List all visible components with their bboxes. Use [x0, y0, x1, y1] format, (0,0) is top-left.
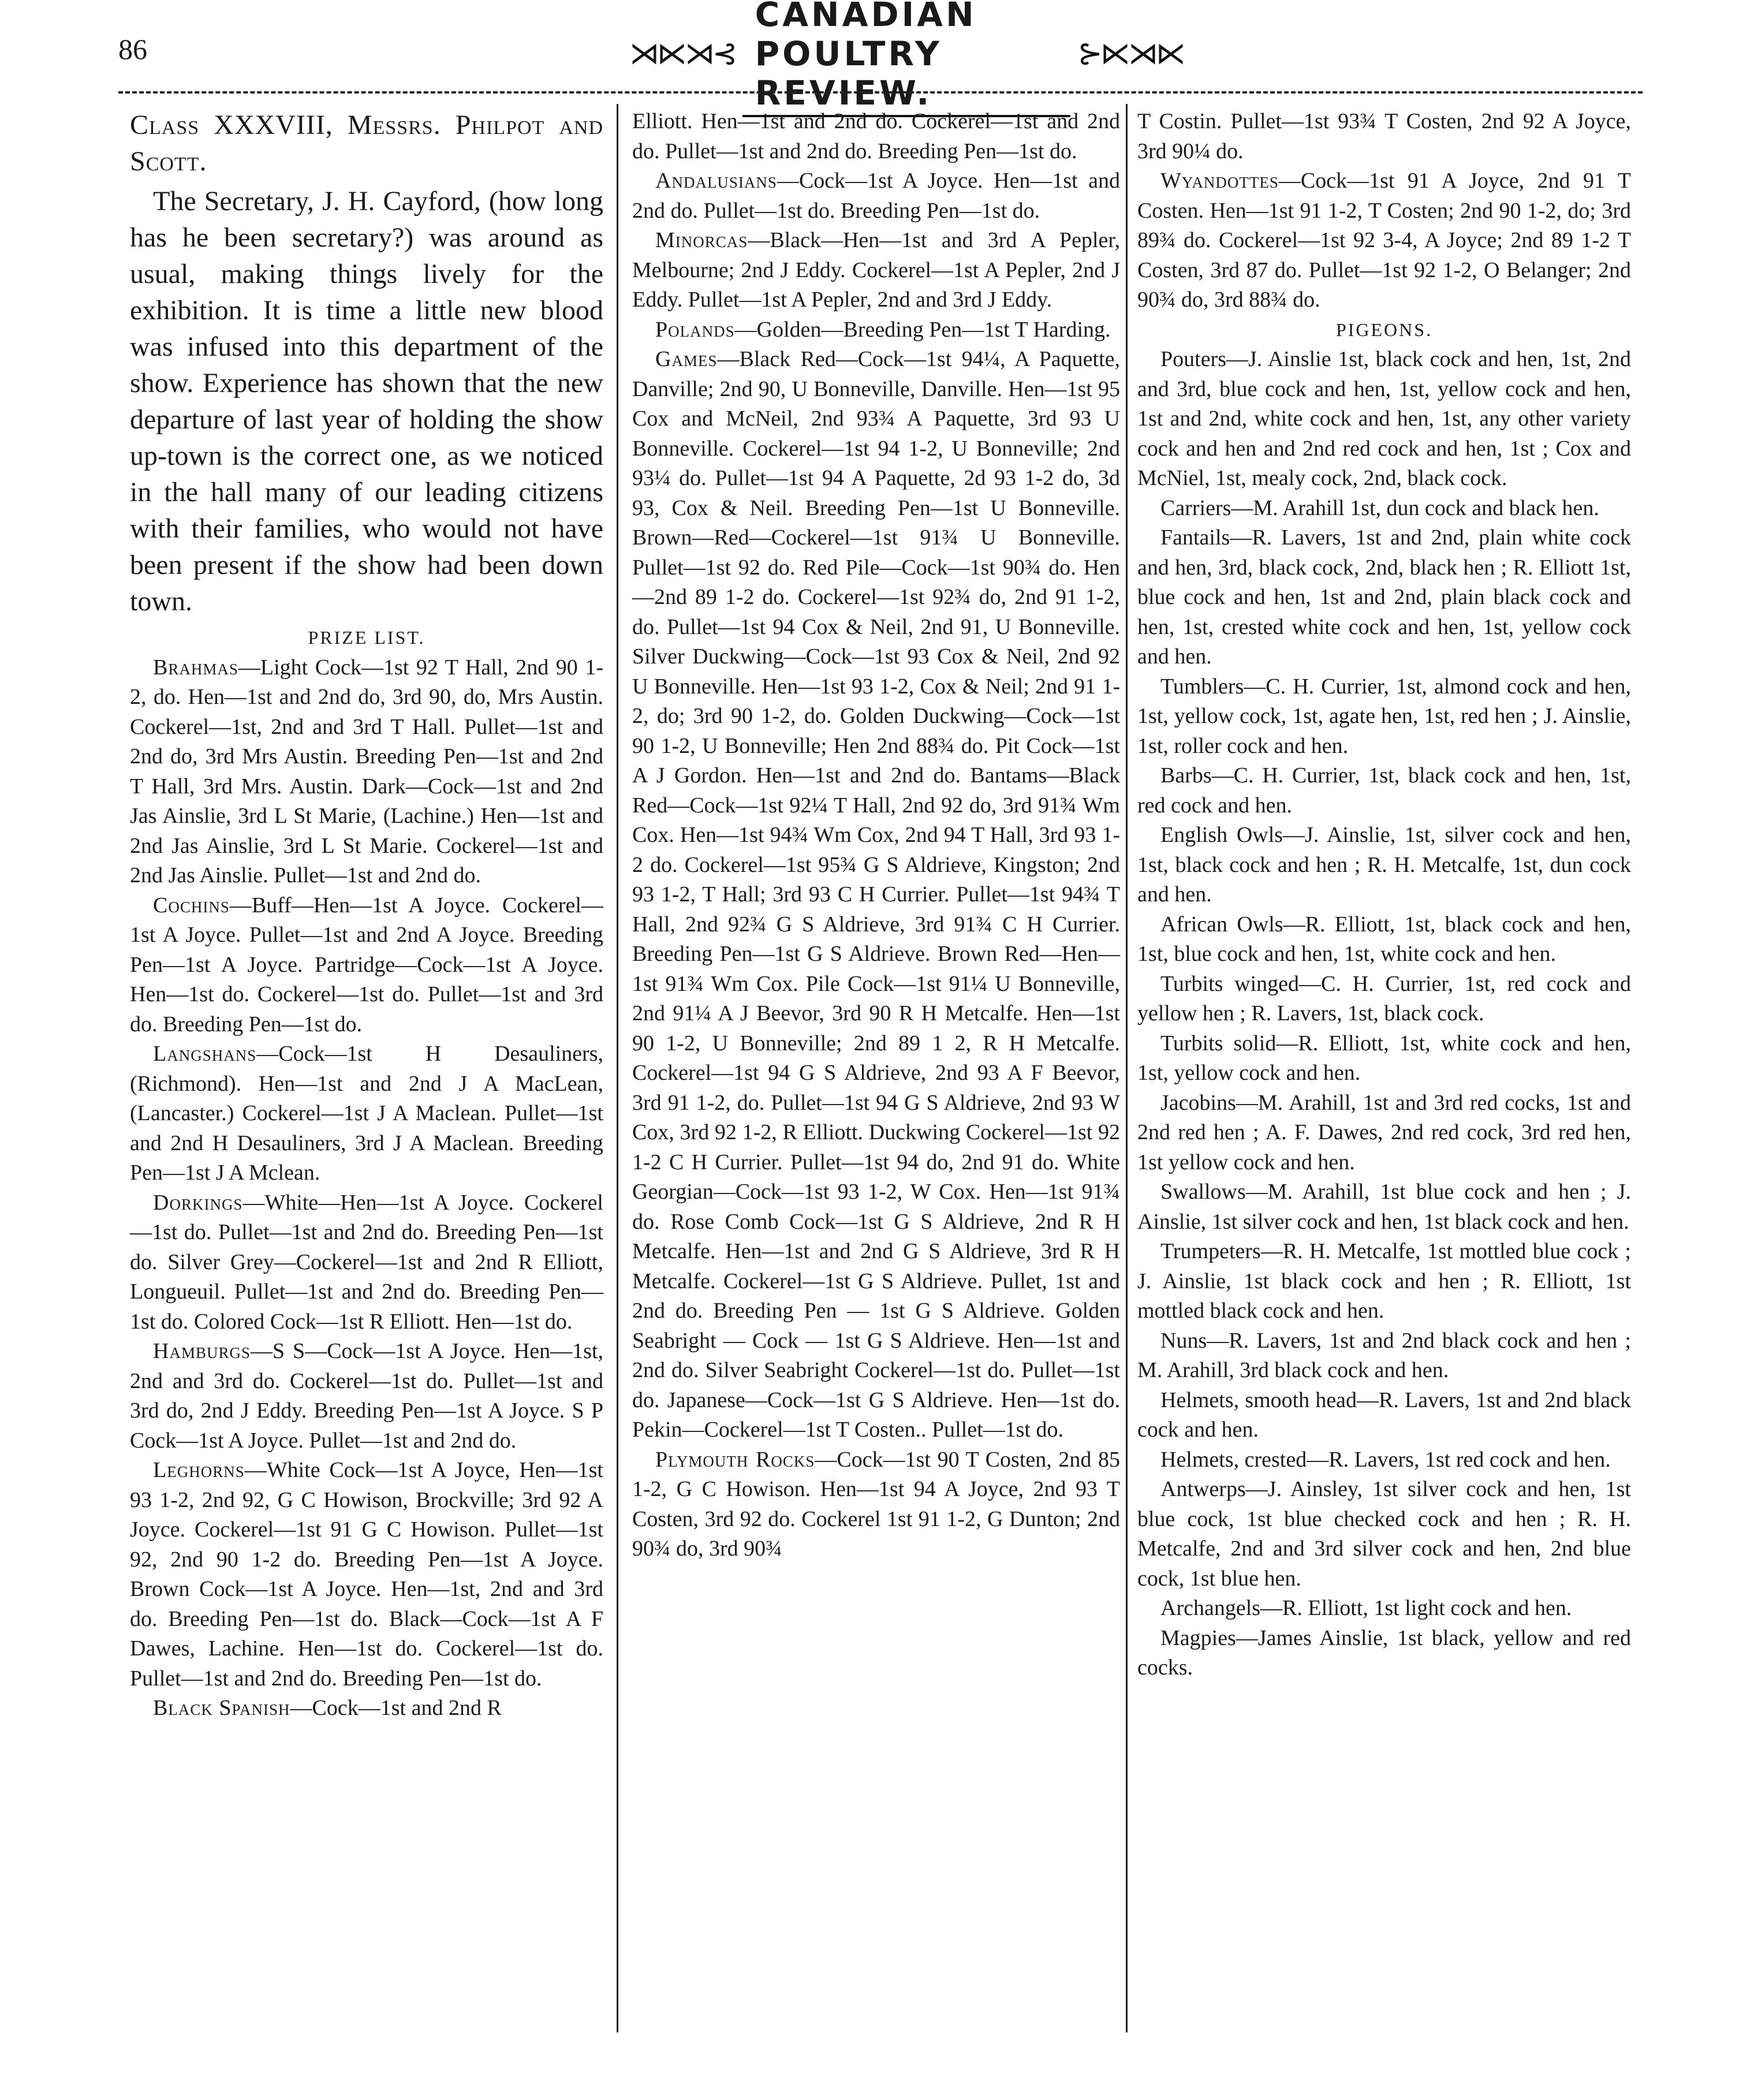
breed-name: Polands [655, 317, 735, 342]
prize-entry [632, 1445, 1120, 1564]
pigeons-heading: PIGEONS. [1335, 319, 1433, 340]
prize-entry [632, 315, 1120, 345]
masthead [629, 0, 1184, 113]
pigeon-entry: Tumblers—C. H. Currier, 1st, almond cock and hen, 1st, yellow cock, 1st, agate hen, 1st, red hen ; J. Ainslie, 1st, roller cock and hen. [1137, 674, 1631, 758]
entry-text: —Cock—1st 90 T Costen, 2nd 85 1-2, G C Howison. Hen—1st 94 A Joyce, 2nd 93 T Costen, 3rd 92 do. Cockerel 1st 91 1-2, G Dunton; 2nd 90¾ do, 3rd 90¾ [632, 1447, 1120, 1561]
column-2 [632, 107, 1120, 1564]
col3-entries [1137, 107, 1631, 315]
pigeon-entry: Fantails—R. Lavers, 1st and 2nd, plain white cock and hen, 3rd, black cock, 2nd, black hen ; R. Elliott 1st, blue cock and hen, 1st and 2nd, plain black cock and hen, 1st, crested white cock and hen, 1st, yellow cock and hen. [1137, 525, 1631, 669]
breed-name: Langshans [153, 1042, 257, 1066]
pigeon-entry: Pouters—J. Ainslie 1st, black cock and hen, 1st, 2nd and 3rd, blue cock and hen, 1st, yellow cock and hen, 1st and 2nd, white cock and hen, 1st, any other variety cock and hen and 2nd red cock and hen, 1st ; Cox and McNiel, 1st, mealy cock, 2nd, black cock. [1137, 347, 1631, 490]
breed-name: Games [655, 347, 718, 371]
breed-name: Dorkings [153, 1190, 243, 1215]
pigeon-entries [1137, 345, 1631, 1683]
pigeon-entry: Turbits winged—C. H. Currier, 1st, red cock and yellow hen ; R. Lavers, 1st, black cock. [1137, 971, 1631, 1025]
pigeon-entry: Jacobins—M. Arahill, 1st and 3rd red cocks, 1st and 2nd red hen ; A. F. Dawes, 2nd red cock, 3rd red hen, 1st yellow cock and hen. [1137, 1090, 1631, 1174]
breed-name: Plymouth Rocks [655, 1447, 815, 1472]
pigeon-entry: Barbs—C. H. Currier, 1st, black cock and hen, 1st, red cock and hen. [1137, 763, 1631, 818]
breed-name: Cochins [153, 893, 230, 917]
intro-section [130, 107, 603, 620]
masthead-left-ornament: ⋊⋉⋊⊰ [629, 38, 736, 70]
prize-entry [632, 166, 1120, 226]
column-3 [1137, 107, 1631, 1683]
prize-entry [632, 226, 1120, 315]
pigeon-entry: Magpies—James Ainslie, 1st black, yellow and red cocks. [1137, 1625, 1631, 1680]
class-heading: Class XXXVIII, Messrs. Philpot and Scott. [130, 110, 603, 177]
col2-entries [632, 107, 1120, 1564]
prize-entry [130, 1694, 603, 1724]
column-separator-1 [617, 104, 618, 2032]
prize-entry [130, 1337, 603, 1456]
prize-entry [632, 107, 1120, 166]
column-separator-2 [1126, 104, 1128, 2032]
pigeon-entry: Turbits solid—R. Elliott, 1st, white cock and hen, 1st, yellow cock and hen. [1137, 1031, 1631, 1085]
pigeon-entry: Helmets, crested—R. Lavers, 1st red cock and hen. [1160, 1447, 1611, 1472]
entry-text: —Golden—Breeding Pen—1st T Harding. [734, 317, 1111, 342]
prize-entry [130, 653, 603, 891]
pigeon-entry: African Owls—R. Elliott, 1st, black cock and hen, 1st, blue cock and hen, 1st, white cock and hen. [1137, 912, 1631, 966]
pigeon-entry: Trumpeters—R. H. Metcalfe, 1st mottled blue cock ; J. Ainslie, 1st black cock and hen ; R. Elliott, 1st mottled black cock and hen. [1137, 1239, 1631, 1323]
entry-text: —White Cock—1st A Joyce, Hen—1st 93 1-2, 2nd 92, G C Howison, Brockville; 3rd 92 A Joyce. Cockerel—1st 91 G C Howison. Pullet—1st 92, 2nd 90 1-2 do. Breeding Pen—1st A Joyce. Brown Cock—1st A Joyce. Hen—1st, 2nd and 3rd do. Breeding Pen—1st do. Black—Cock—1st A F Dawes, Lachine. Hen—1st do. Cockerel—1st do. Pullet—1st and 2nd do. Breeding Pen—1st do. [130, 1458, 603, 1691]
prize-entry [130, 1188, 603, 1337]
masthead-right-ornament: ⊱⋉⋊⋉ [1077, 38, 1184, 70]
prize-entry [130, 1456, 603, 1694]
pigeon-entry: Antwerps—J. Ainsley, 1st silver cock and hen, 1st blue cock, 1st blue checked cock and hen ; R. H. Metcalfe, 2nd and 3rd silver cock and hen, 2nd blue cock, 1st blue hen. [1137, 1477, 1631, 1591]
intro-paragraph: The Secretary, J. H. Cayford, (how long has he been secretary?) was around as usual, making things lively for the exhibition. It is time a little new blood was infused into this department of the show. Experience has shown that the new departure of last year of holding the show up-town is the correct one, as we noticed in the hall many of our leading citizens with their families, who would not have been present if the show had been down town. [130, 186, 603, 617]
masthead-title: CANADIAN POULTRY REVIEW. [742, 0, 1071, 117]
entry-text: Elliott. Hen—1st and 2nd do. Cockerel—1st and 2nd do. Pullet—1st and 2nd do. Breeding Pen—1st do. [632, 109, 1120, 163]
col1-entries [130, 653, 603, 1724]
breed-name: Andalusians [655, 169, 777, 193]
prize-entry [632, 345, 1120, 1445]
breed-name: Brahmas [153, 655, 238, 680]
pigeon-entry: Helmets, smooth head—R. Lavers, 1st and 2nd black cock and hen. [1137, 1387, 1631, 1442]
prize-list-heading: PRIZE LIST. [308, 627, 426, 648]
entry-text: T Costin. Pullet—1st 93¾ T Costen, 2nd 92 A Joyce, 3rd 90¼ do. [1137, 109, 1631, 163]
entry-text: —Cock—1st A Joyce. Hen—1st and 2nd do. Pullet—1st do. Breeding Pen—1st do. [632, 169, 1120, 223]
page-number: 86 [118, 33, 147, 65]
pigeon-entry: Carriers—M. Arahill 1st, dun cock and black hen. [1160, 495, 1599, 520]
breed-name: Black Spanish [153, 1696, 290, 1720]
entry-text: —Black Red—Cock—1st 94¼, A Paquette, Danville; 2nd 90, U Bonneville, Danville. Hen—1st 95 Cox and McNeil, 2nd 93¾ A Paquette, 3rd 93 U Bonneville. Cockerel—1st 94 1-2, U Bonneville; 2nd 93¼ do. Pullet—1st 94 A Paquette, 2d 93 1-2 do, 3d 93, Cox & Neil. Breeding Pen—1st U Bonneville. Brown—Red—Cockerel—1st 91¾ U Bonneville. Pullet—1st 92 do. Red Pile—Cock—1st 90¾ do. Hen—2nd 89 1-2 do. Cockerel—1st 92¾ do, 2nd 91 1-2, do. Pullet—1st 94 Cox & Neil, 2nd 91, U Bonneville. Silver Duckwing—Cock—1st 93 Cox & Neil, 2nd 92 U Bonneville. Hen—1st 93 1-2, Cox & Neil; 2nd 91 1-2, do; 3rd 90 1-2, do. Golden Duckwing—Cock—1st 90 1-2, U Bonneville; Hen 2nd 88¾ do. Pit Cock—1st A J Gordon. Hen—1st and 2nd do. Bantams—Black Red—Cock—1st 92¼ T Hall, 2nd 92 do, 3rd 91¾ Wm Cox. Hen—1st 94¾ Wm Cox, 2nd 94 T Hall, 3rd 93 1-2 do. Cockerel—1st 95¾ G S Aldrieve, Kingston; 2nd 93 1-2, T Hall; 3rd 93 C H Currier. Pullet—1st 94¾ T Hall, 2nd 92¾ G S Aldrieve, 3rd 91¾ C H Currier. Breeding Pen—1st G S Aldrieve. Brown Red—Hen—1st 91¾ Wm Cox. Pile Cock—1st 91¼ U Bonneville, 2nd 91¼ A J Beevor, 3rd 90 R H Metcalfe. Hen—1st 90 1-2, U Bonneville; 2nd 89 1 2, R H Metcalfe. Cockerel—1st 94 G S Aldrieve, 2nd 93 A F Beevor, 3rd 91 1-2, do. Pullet—1st 94 G S Aldrieve, 2nd 93 W Cox, 3rd 92 1-2, R Elliott. Duckwing Cockerel—1st 92 1-2 C H Currier. Pullet—1st 94 do, 2nd 91 do. White Georgian—Cock—1st 93 1-2, W Cox. Hen—1st 91¾ do. Rose Comb Cock—1st G S Aldrieve, 2nd R H Metcalfe. Hen—1st and 2nd G S Aldrieve, 3rd R H Metcalfe. Cockerel—1st G S Aldrieve. Pullet, 1st and 2nd do. Breeding Pen — 1st G S Aldrieve. Golden Seabright — Cock — 1st G S Aldrieve. Hen—1st and 2nd do. Silver Seabright Cockerel—1st do. Pullet—1st do. Japanese—Cock—1st G S Aldrieve. Hen—1st do. Pekin—Cockerel—1st T Costen.. Pullet—1st do. [632, 347, 1120, 1442]
pigeon-entry: Nuns—R. Lavers, 1st and 2nd black cock and hen ; M. Arahill, 3rd black cock and hen. [1137, 1328, 1631, 1382]
prize-entry [130, 1039, 603, 1188]
breed-name: Leghorns [153, 1458, 245, 1482]
entry-text: —Light Cock—1st 92 T Hall, 2nd 90 1-2, do. Hen—1st and 2nd do, 3rd 90, do, Mrs Austin. Cockerel—1st, 2nd and 3rd T Hall. Pullet—1st and 2nd do, 3rd Mrs Austin. Breeding Pen—1st and 2nd T Hall, 3rd Mrs. Austin. Dark—Cock—1st and 2nd Jas Ainslie, 3rd L St Marie, (Lachine.) Hen—1st and 2nd Jas Ainslie, 3rd L St Marie. Cockerel—1st and 2nd Jas Ainslie. Pullet—1st and 2nd do. [130, 655, 603, 887]
pigeon-entry: English Owls—J. Ainslie, 1st, silver cock and hen, 1st, black cock and hen ; R. H. Metcalfe, 1st, dun cock and hen. [1137, 823, 1631, 907]
entry-text: —Cock—1st and 2nd R [290, 1696, 502, 1720]
header-rule [118, 91, 1643, 94]
entry-text: —Cock—1st H Desauliners, (Richmond). Hen—1st and 2nd J A MacLean, (Lancaster.) Cockerel—1st J A Maclean. Pullet—1st and 2nd H Desauliners, 3rd J A Maclean. Breeding Pen—1st J A Mclean. [130, 1042, 603, 1185]
breed-name: Minorcas [655, 228, 748, 252]
entry-text: —Buff—Hen—1st A Joyce. Cockerel—1st A Joyce. Pullet—1st and 2nd A Joyce. Breeding Pen—1st A Joyce. Partridge—Cock—1st A Joyce. Hen—1st do. Cockerel—1st do. Pullet—1st and 3rd do. Breeding Pen—1st do. [130, 893, 603, 1036]
column-1 [130, 107, 603, 1724]
prize-entry [130, 891, 603, 1040]
prize-entry [1137, 107, 1631, 166]
entry-text: —White—Hen—1st A Joyce. Cockerel—1st do. Pullet—1st and 2nd do. Breeding Pen—1st do. Silver Grey—Cockerel—1st and 2nd R Elliott, Longueuil. Pullet—1st and 2nd do. Breeding Pen—1st do. Colored Cock—1st R Elliott. Hen—1st do. [130, 1190, 603, 1334]
entry-text: —S S—Cock—1st A Joyce. Hen—1st, 2nd and 3rd do. Cockerel—1st do. Pullet—1st and 3rd do, 2nd J Eddy. Breeding Pen—1st A Joyce. S P Cock—1st A Joyce. Pullet—1st and 2nd do. [130, 1339, 603, 1453]
pigeon-entry: Archangels—R. Elliott, 1st light cock and hen. [1160, 1596, 1572, 1620]
breed-name: Wyandottes [1160, 169, 1279, 193]
breed-name: Hamburgs [153, 1339, 251, 1363]
pigeon-entry: Swallows—M. Arahill, 1st blue cock and hen ; J. Ainslie, 1st silver cock and hen, 1st black cock and hen. [1137, 1180, 1631, 1234]
entry-text: —Black—Hen—1st and 3rd A Pepler, Melbourne; 2nd J Eddy. Cockerel—1st A Pepler, 2nd J Eddy. Pullet—1st A Pepler, 2nd and 3rd J Eddy. [632, 228, 1120, 312]
prize-entry [1137, 166, 1631, 315]
entry-text: —Cock—1st 91 A Joyce, 2nd 91 T Costen. Hen—1st 91 1-2, T Costen; 2nd 90 1-2, do; 3rd 89¾ do. Cockerel—1st 92 3-4, A Joyce; 2nd 89 1-2 T Costen, 3rd 87 do. Pullet—1st 92 1-2, O Belanger; 2nd 90¾ do, 3rd 88¾ do. [1137, 169, 1631, 312]
